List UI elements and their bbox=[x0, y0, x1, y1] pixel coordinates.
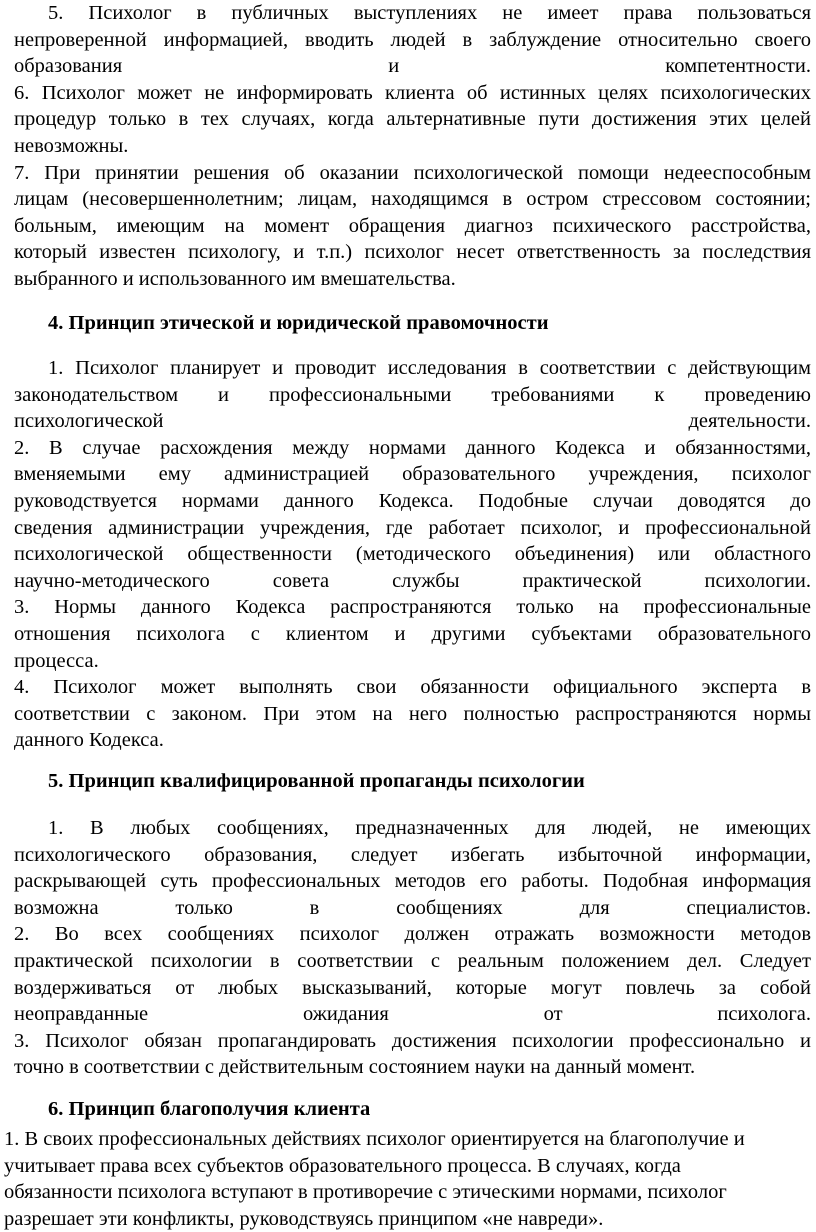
text-line: точно в соответствии с действительным состоянием науки на данный момент. bbox=[14, 1056, 696, 1079]
text-line: 3. Нормы данного Кодекса распространяются только на профессиональные bbox=[14, 596, 811, 619]
text-line: 1. В своих профессиональных действиях психолог ориентируется на благополучие и bbox=[4, 1128, 745, 1150]
text-line: вменяемыми ему администрацией образовательного учреждения, психолог bbox=[14, 463, 811, 486]
text-line: психологической общественности (методического объединения) или областного bbox=[14, 543, 811, 566]
text-line: процесса. bbox=[14, 649, 99, 672]
text-line: который известен психологу, и т.п.) психолог несет ответственность за последствия bbox=[14, 241, 811, 264]
text-line: психологической деятельности. bbox=[14, 410, 811, 433]
section-heading: 6. Принцип благополучия клиента bbox=[48, 1098, 371, 1120]
text-line: психологического образования, следует избегать избыточной информации, bbox=[14, 843, 811, 866]
text-line: обязанности психолога вступают в противоречие с этическими нормами, психолог bbox=[4, 1181, 727, 1204]
text-line: невозможны. bbox=[14, 134, 129, 157]
text-line: 1. Психолог планирует и проводит исследования в соответствии с действующим bbox=[48, 357, 811, 379]
section-5-paragraphs bbox=[14, 815, 811, 1081]
text-line: лицам (несовершеннолетним; лицам, находящимся в остром стрессовом состоянии; bbox=[14, 188, 811, 211]
intro-paragraphs bbox=[14, 0, 811, 293]
section-heading: 4. Принцип этической и юридической правомочности bbox=[48, 312, 549, 334]
text-line: соответствии с законом. При этом на него полностью распространяются нормы bbox=[14, 702, 811, 725]
text-line: 5. Психолог в публичных выступлениях не имеет права пользоваться bbox=[48, 2, 811, 24]
section-heading: 5. Принцип квалифицированной пропаганды психологии bbox=[48, 770, 585, 792]
text-line: воздерживаться от любых высказываний, которые могут повлечь за собой bbox=[14, 976, 811, 999]
text-line: 3. Психолог обязан пропагандировать достижения психологии профессионально и bbox=[14, 1029, 811, 1052]
text-line: непроверенной информацией, вводить людей в заблуждение относительно своего bbox=[14, 28, 811, 51]
text-line: сведения администрации учреждения, где работает психолог, и профессиональной bbox=[14, 516, 811, 539]
text-line: раскрывающей суть профессиональных методов его работы. Подобная информация bbox=[14, 870, 811, 893]
text-line: процедур только в тех случаях, когда альтернативные пути достижения этих целей bbox=[14, 108, 811, 131]
text-line: 1. В любых сообщениях, предназначенных для людей, не имеющих bbox=[48, 817, 811, 839]
text-line: образования и компетентности. bbox=[14, 55, 811, 78]
text-line: выбранного и использованного им вмешательства. bbox=[14, 267, 456, 290]
text-line: научно-методического совета службы практической психологии. bbox=[14, 569, 811, 592]
text-line: 2. Во всех сообщениях психолог должен отражать возможности методов bbox=[14, 923, 811, 946]
section-4-paragraphs bbox=[14, 355, 811, 754]
text-line: отношения психолога с клиентом и другими субъектами образовательного bbox=[14, 622, 811, 645]
text-line: 7. При принятии решения об оказании психологической помощи недееспособным bbox=[14, 161, 811, 184]
text-line: 4. Психолог может выполнять свои обязанности официального эксперта в bbox=[14, 676, 811, 699]
text-line: данного Кодекса. bbox=[14, 729, 164, 752]
text-line: 2. В случае расхождения между нормами данного Кодекса и обязанностями, bbox=[14, 436, 811, 459]
text-line: учитывает права всех субъектов образовательного процесса. В случаях, когда bbox=[4, 1154, 681, 1177]
text-line: руководствуется нормами данного Кодекса. Подобные случаи доводятся до bbox=[14, 489, 811, 512]
text-line: возможна только в сообщениях для специалистов. bbox=[14, 896, 811, 919]
text-line: 6. Психолог может не информировать клиента об истинных целях психологических bbox=[14, 81, 811, 104]
text-line: законодательством и профессиональными требованиями к проведению bbox=[14, 383, 811, 406]
text-line: практической психологии в соответствии с реальным положением дел. Следует bbox=[14, 949, 811, 972]
text-line: неоправданные ожидания от психолога. bbox=[14, 1003, 811, 1026]
section-6-paragraphs bbox=[4, 1126, 812, 1232]
text-line: больным, имеющим на момент обращения диагноз психического расстройства, bbox=[14, 214, 811, 237]
text-line: разрешает эти конфликты, руководствуясь принципом «не навреди». bbox=[4, 1207, 604, 1230]
